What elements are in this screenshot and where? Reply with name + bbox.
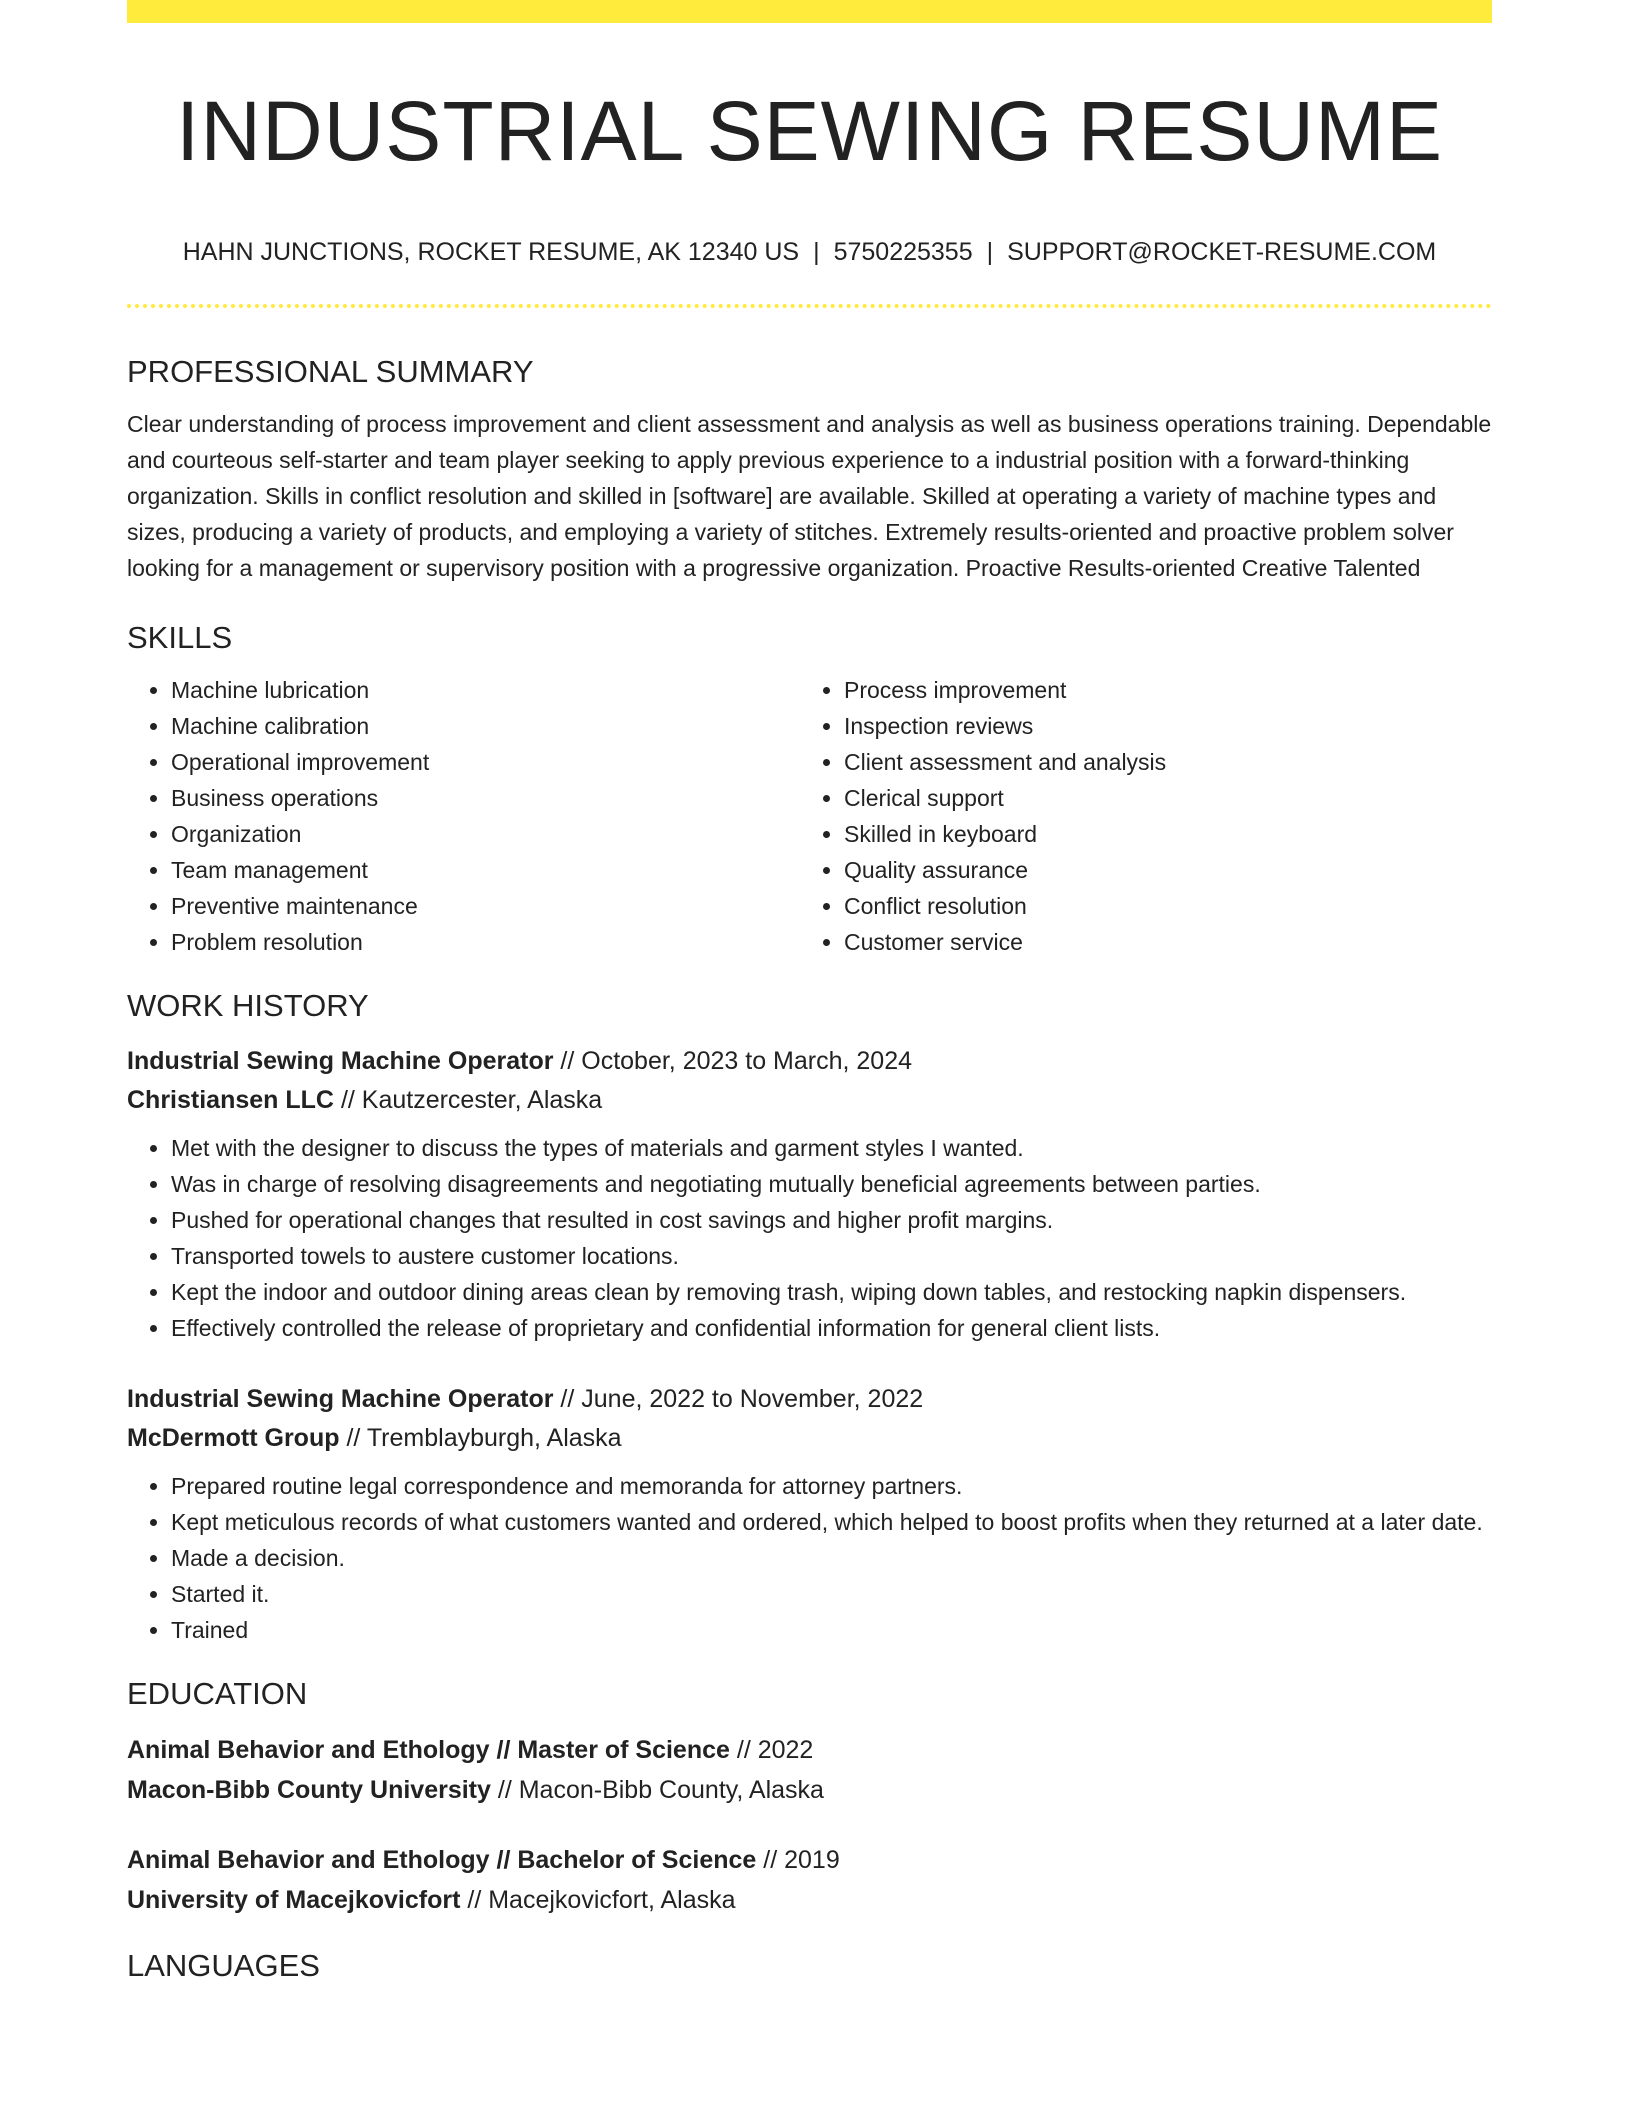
education-section [127, 1670, 1492, 1920]
skills-columns [127, 672, 1492, 960]
contact-email: SUPPORT@ROCKET-RESUME.COM [1007, 238, 1437, 266]
job-location: // Tremblayburgh, Alaska [346, 1424, 622, 1452]
job-entry [127, 1042, 1492, 1346]
section-heading-education: EDUCATION [127, 1676, 308, 1711]
job-duty: • Effectively controlled the release of proprietary and confidential information for general client lists. [171, 1310, 1492, 1346]
job-duty: • Prepared routine legal correspondence and memoranda for attorney partners. [171, 1468, 1492, 1504]
job-dates: // June, 2022 to November, 2022 [560, 1385, 924, 1413]
job-company: Christiansen LLC [127, 1086, 334, 1114]
skill-item: • Team management [171, 852, 800, 888]
job-title: Industrial Sewing Machine Operator [127, 1047, 554, 1075]
job-duty: • Met with the designer to discuss the types of materials and garment styles I wanted. [171, 1130, 1492, 1166]
summary-section [127, 348, 1492, 586]
section-heading-work-history: WORK HISTORY [127, 988, 369, 1023]
skill-item: • Business operations [171, 780, 800, 816]
skill-item: • Problem resolution [171, 924, 800, 960]
job-duties-list [127, 1468, 1492, 1648]
skill-item: • Machine calibration [171, 708, 800, 744]
job-duty: • Started it. [171, 1576, 1492, 1612]
skill-item: • Organization [171, 816, 800, 852]
job-location: // Kautzercester, Alaska [340, 1086, 603, 1114]
job-duty: • Was in charge of resolving disagreements and negotiating mutually beneficial agreements between parties. [171, 1166, 1492, 1202]
header-divider [127, 304, 1492, 308]
skills-section [127, 614, 1492, 960]
education-school: Macon-Bibb County University [127, 1776, 491, 1804]
education-school: University of Macejkovicfort [127, 1886, 461, 1914]
work-history-section [127, 982, 1492, 1648]
education-entry [127, 1840, 1492, 1920]
skill-item: • Quality assurance [844, 852, 1473, 888]
education-school-line [127, 1880, 1492, 1920]
skill-item: • Operational improvement [171, 744, 800, 780]
job-company-line [127, 1419, 1492, 1458]
education-degree: Animal Behavior and Ethology // Bachelor of Science [127, 1846, 757, 1874]
education-degree-line [127, 1840, 1492, 1880]
skill-item: • Customer service [844, 924, 1473, 960]
skill-item: • Client assessment and analysis [844, 744, 1473, 780]
skill-item: • Clerical support [844, 780, 1473, 816]
education-year: // 2019 [763, 1846, 840, 1874]
education-degree: Animal Behavior and Ethology // Master of Science [127, 1736, 730, 1764]
education-degree-line [127, 1730, 1492, 1770]
section-heading-skills: SKILLS [127, 620, 233, 655]
skill-item: • Machine lubrication [171, 672, 800, 708]
skill-item: • Process improvement [844, 672, 1473, 708]
education-school-line [127, 1770, 1492, 1810]
section-heading-languages: LANGUAGES [127, 1948, 320, 1983]
accent-bar [127, 0, 1492, 23]
job-duty: • Kept meticulous records of what customers wanted and ordered, which helped to boost profits when they returned at a later date. [171, 1504, 1492, 1540]
skill-item: • Preventive maintenance [171, 888, 800, 924]
contact-address: HAHN JUNCTIONS, ROCKET RESUME, AK 12340 US [182, 238, 800, 266]
skill-item: • Conflict resolution [844, 888, 1473, 924]
job-company: McDermott Group [127, 1424, 340, 1452]
skill-item: • Inspection reviews [844, 708, 1473, 744]
skills-list-right [800, 672, 1473, 960]
contact-separator: | [813, 238, 820, 266]
contact-phone: 5750225355 [833, 238, 973, 266]
job-duties-list [127, 1130, 1492, 1346]
summary-text: Clear understanding of process improvement and client assessment and analysis as well as business operations training. Dependable and courteous self-starter and team player seeking to apply previous experience to a industrial position with a forward-thinking organization. Skills in conflict resolution and skilled in [software] are available. Skilled at operating a variety of machine types and sizes, producing a variety of products, and employing a variety of stitches. Extremely results-oriented and proactive problem solver looking for a management or supervisory position with a progressive organization. Proactive Results-oriented Creative Talented [127, 411, 1492, 581]
job-duty: • Made a decision. [171, 1540, 1492, 1576]
job-company-line [127, 1081, 1492, 1120]
skill-item: • Skilled in keyboard [844, 816, 1473, 852]
education-entry [127, 1730, 1492, 1810]
job-title-line [127, 1380, 1492, 1419]
resume-title: INDUSTRIAL SEWING RESUME [175, 84, 1444, 178]
job-dates: // October, 2023 to March, 2024 [560, 1047, 913, 1075]
job-duty: • Trained [171, 1612, 1492, 1648]
job-duty: • Pushed for operational changes that resulted in cost savings and higher profit margins. [171, 1202, 1492, 1238]
section-heading-summary: PROFESSIONAL SUMMARY [127, 354, 534, 389]
education-location: // Macejkovicfort, Alaska [467, 1886, 736, 1914]
contact-line [127, 234, 1492, 270]
education-location: // Macon-Bibb County, Alaska [497, 1776, 824, 1804]
resume-body [127, 348, 1492, 1990]
job-entry [127, 1380, 1492, 1648]
education-year: // 2022 [736, 1736, 814, 1764]
job-title: Industrial Sewing Machine Operator [127, 1385, 554, 1413]
job-title-line [127, 1042, 1492, 1081]
job-duty: • Kept the indoor and outdoor dining areas clean by removing trash, wiping down tables, and restocking napkin dispensers. [171, 1274, 1492, 1310]
skills-list-left [127, 672, 800, 960]
job-duty: • Transported towels to austere customer locations. [171, 1238, 1492, 1274]
languages-section [127, 1942, 1492, 1990]
contact-separator: | [986, 238, 994, 266]
